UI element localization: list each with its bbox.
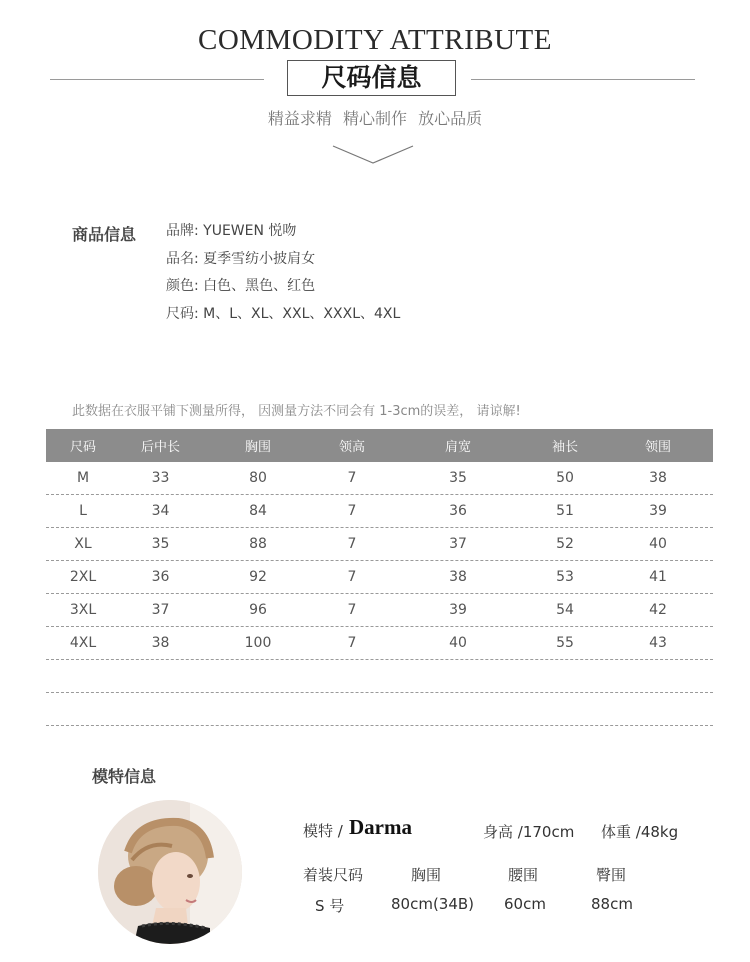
model-photo [98, 800, 242, 944]
slogan: 精益求精 精心制作 放心品质 [267, 109, 483, 128]
table-cell: 35 [151, 536, 170, 552]
table-cell: 3XL [69, 602, 97, 618]
bust-label: 胸围 [411, 866, 442, 884]
table-cell: 38 [649, 470, 667, 486]
table-cell: 84 [249, 503, 267, 519]
table-cell: 92 [249, 569, 267, 585]
table-cell: 42 [649, 602, 667, 618]
table-cell: 40 [649, 536, 667, 552]
product-sizes: 尺码: M、L、XL、XXL、XXXL、4XL [166, 305, 401, 322]
hip-value: 88cm [591, 895, 633, 913]
waist-value: 60cm [504, 895, 546, 913]
column-header: 后中长 [140, 440, 180, 455]
table-cell: 4XL [69, 635, 97, 651]
table-cell: 7 [347, 470, 357, 486]
column-header: 领围 [644, 440, 671, 455]
table-cell: 7 [347, 503, 357, 519]
chevron-down-icon [332, 145, 414, 165]
column-header: 袖长 [551, 440, 578, 455]
table-cell: 41 [649, 569, 667, 585]
table-cell: 50 [556, 470, 574, 486]
column-header: 胸围 [244, 440, 271, 455]
column-header: 领高 [338, 440, 365, 455]
table-cell: 36 [151, 569, 170, 585]
table-cell: XL [74, 536, 92, 552]
table-cell: 7 [347, 635, 357, 651]
product-info-list [166, 222, 400, 332]
product-name: 品名: 夏季雪纺小披肩女 [166, 250, 316, 267]
table-row-empty [46, 660, 713, 693]
product-colors: 颜色: 白色、黑色、红色 [166, 278, 316, 294]
table-cell: 43 [649, 635, 667, 651]
table-cell: 37 [449, 536, 467, 552]
table-cell: 35 [449, 470, 467, 486]
header-rule-right [471, 79, 695, 80]
table-cell: 51 [556, 503, 574, 519]
table-cell: 2XL [69, 569, 97, 585]
table-cell: 38 [449, 569, 467, 585]
table-cell: 39 [449, 602, 467, 618]
table-row [46, 462, 713, 495]
product-info-label: 商品信息 [72, 225, 137, 244]
model-portrait-image [98, 800, 242, 944]
table-row [46, 528, 713, 561]
table-row [46, 561, 713, 594]
table-cell: 7 [347, 569, 357, 585]
model-info-label: 模特信息 [92, 767, 157, 786]
table-header [46, 429, 713, 462]
table-cell: 88 [249, 536, 267, 552]
table-row [46, 627, 713, 660]
model-height: 身高 /170cm [483, 823, 575, 841]
product-brand: 品牌: YUEWEN 悦吻 [166, 223, 297, 239]
table-cell: L [79, 503, 87, 519]
table-cell: 33 [151, 470, 170, 486]
table-cell: 39 [649, 503, 667, 519]
heading-english: COMMODITY ATTRIBUTE [197, 24, 552, 56]
table-cell: 38 [151, 635, 170, 651]
section-title: 尺码信息 [287, 60, 456, 96]
table-cell: 96 [249, 602, 267, 618]
table-cell: 55 [556, 635, 574, 651]
column-header: 尺码 [69, 440, 96, 455]
waist-label: 腰围 [508, 866, 539, 884]
hip-label: 臀围 [596, 866, 627, 884]
table-cell: 34 [151, 503, 170, 519]
table-cell: 53 [556, 569, 574, 585]
table-cell: M [76, 470, 90, 486]
table-cell: 54 [556, 602, 574, 618]
table-cell: 52 [556, 536, 574, 552]
worn-size-value: S 号 [315, 897, 345, 915]
table-cell: 37 [151, 602, 170, 618]
table-cell: 7 [347, 536, 357, 552]
table-cell: 40 [449, 635, 467, 651]
bust-value: 80cm(34B) [391, 895, 475, 913]
table-row [46, 495, 713, 528]
table-row-empty [46, 693, 713, 726]
size-table [46, 429, 713, 726]
table-cell: 100 [244, 635, 272, 651]
worn-size-label: 着装尺码 [303, 866, 364, 884]
header-rule-left [50, 79, 264, 80]
table-row [46, 594, 713, 627]
model-name: Darma [349, 815, 412, 839]
table-cell: 36 [449, 503, 467, 519]
table-cell: 7 [347, 602, 357, 618]
model-name-label: 模特 / [303, 822, 343, 840]
measurement-note: 此数据在衣服平铺下测量所得， 因测量方法不同会有 1-3cm的误差， 请谅解! [72, 404, 521, 419]
column-header: 肩宽 [444, 440, 471, 455]
table-cell: 80 [249, 470, 267, 486]
model-weight: 体重 /48kg [601, 823, 679, 841]
